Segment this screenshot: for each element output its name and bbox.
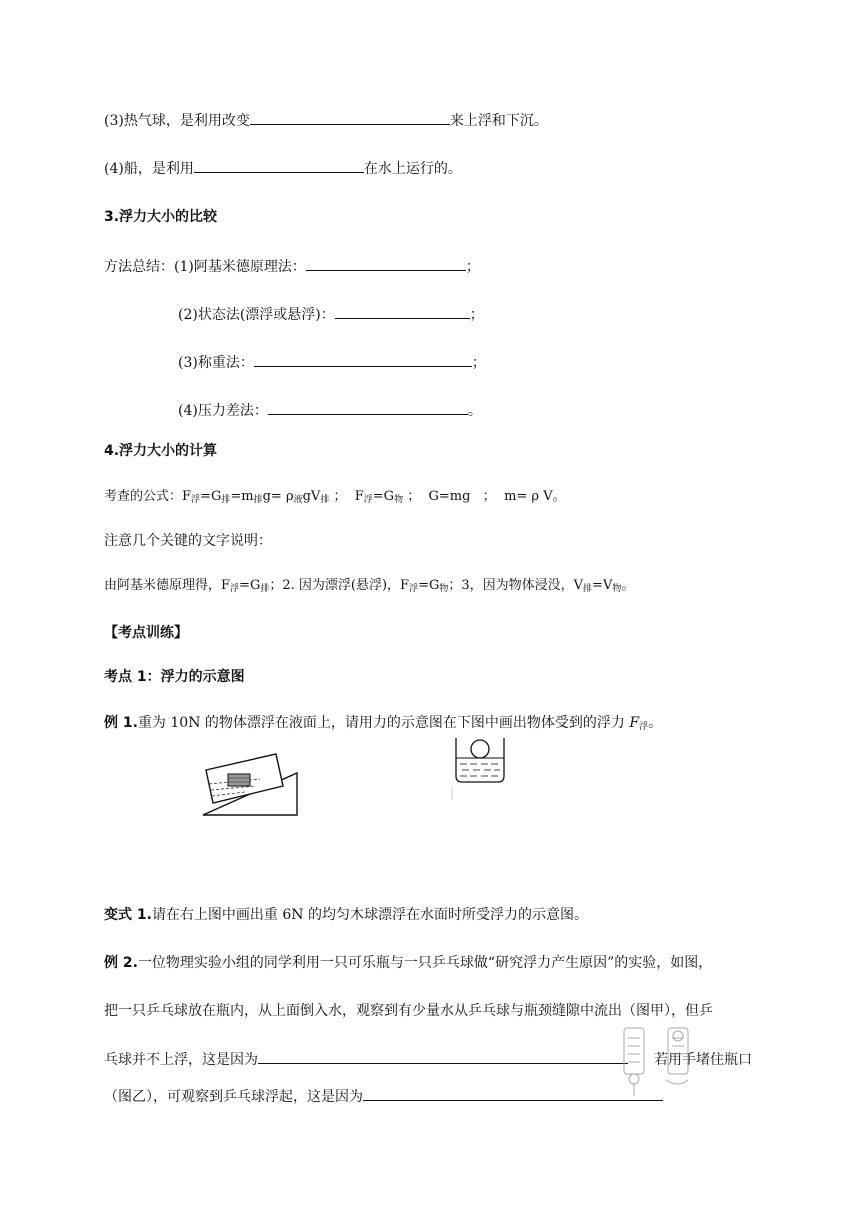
line-ship: [104, 158, 462, 179]
method-3: [178, 352, 486, 373]
line-hot-air-balloon: [104, 110, 548, 131]
sub: 物: [439, 584, 449, 594]
text: (3)热气球，是利用改变: [104, 113, 250, 129]
method-4: [178, 400, 482, 421]
t: F: [629, 715, 640, 731]
t: 一位物理实验小组的同学利用一只可乐瓶与一只乒乓球做“研究浮力产生原因”的实验，如图，: [137, 955, 713, 971]
answer-blank[interactable]: [306, 256, 466, 271]
sub: 浮: [230, 584, 240, 594]
formula-line: [104, 487, 566, 510]
label: 例 1.: [104, 715, 138, 731]
t: 考查的公式：F: [104, 489, 192, 504]
answer-blank[interactable]: [268, 400, 468, 415]
method-1: [104, 256, 480, 277]
explanation-line: [104, 576, 634, 599]
t: gV: [302, 489, 321, 504]
t: =m: [230, 489, 254, 504]
heading-training: 【考点训练】: [104, 625, 188, 641]
sub: 物: [394, 495, 404, 505]
text: 。: [467, 403, 482, 419]
heading-compare: 3.浮力大小的比较: [104, 209, 218, 225]
text: 在水上运行的。: [363, 161, 462, 177]
t: =G: [200, 489, 222, 504]
text: 方法总结：(1)阿基米德原理法：: [104, 259, 306, 275]
t: ；2. 因为漂浮(悬浮)，F: [269, 578, 410, 593]
incline-figure: [200, 748, 300, 820]
t: 。: [621, 578, 635, 593]
sub: 排: [320, 495, 330, 505]
text: ；: [469, 307, 484, 323]
answer-blank[interactable]: [258, 1049, 628, 1064]
label: 变式 1.: [104, 907, 152, 923]
sub: 浮: [363, 495, 373, 505]
heading-calc: 4.浮力大小的计算: [104, 443, 218, 459]
method-2: [178, 304, 484, 325]
text: 来上浮和下沉。: [449, 113, 548, 129]
t: ；3，因为物体浸没，V: [448, 578, 584, 593]
t: =G: [239, 578, 261, 593]
text: (4)船，是利用: [104, 161, 194, 177]
sub: 物: [612, 584, 622, 594]
t: 。: [648, 715, 663, 731]
text: (3)称重法：: [178, 355, 254, 371]
bottle-figure: [618, 1024, 698, 1104]
sub: 排: [260, 584, 270, 594]
answer-blank[interactable]: [194, 158, 364, 173]
t: 若用手堵住瓶口: [654, 1052, 752, 1068]
text: (2)状态法(漂浮或悬浮)：: [178, 307, 335, 323]
t: =G: [372, 489, 395, 504]
text: (4)压力差法：: [178, 403, 268, 419]
text: ；: [471, 355, 486, 371]
heading-kd1: 考点 1：浮力的示意图: [104, 669, 245, 685]
sub: 排: [583, 584, 593, 594]
t: （图乙），可观察到乒乓球浮起，这是因为: [104, 1089, 363, 1105]
example-2-line1: [104, 953, 712, 973]
t: 请在右上图中画出重 6N 的均匀木球漂浮在水面时所受浮力的示意图。: [151, 907, 588, 923]
sub: 浮: [409, 584, 419, 594]
example-2-line2: 把一只乒乓球放在瓶内，从上面倒入水，观察到有少量水从乒乓球与瓶颈缝隙中流出（图甲），但乒: [104, 1003, 713, 1019]
label: 例 2.: [104, 955, 138, 971]
t: ； G=mg ； m= ρ V。: [403, 489, 566, 504]
t: =G: [418, 578, 440, 593]
sub: 排: [253, 495, 263, 505]
answer-blank[interactable]: [250, 110, 450, 125]
note-line: 注意几个关键的文字说明：: [104, 533, 272, 549]
answer-blank[interactable]: [335, 304, 470, 319]
sub: 浮: [639, 722, 649, 732]
t: 乓球并不上浮，这是因为: [104, 1052, 258, 1068]
sub: 浮: [191, 495, 201, 505]
t: g= ρ: [262, 489, 294, 504]
example-2-line4: [104, 1086, 663, 1107]
sub: 排: [221, 495, 231, 505]
t: =V: [592, 578, 613, 593]
t: ； F: [329, 489, 364, 504]
beaker-figure: [450, 732, 510, 802]
t: 由阿基米德原理得，F: [104, 578, 231, 593]
text: ；: [465, 259, 480, 275]
t: 重为 10N 的物体漂浮在液面上，请用力的示意图在下图中画出物体受到的浮力: [137, 715, 630, 731]
variant-1: [104, 905, 588, 925]
sub: 液: [293, 495, 303, 505]
answer-blank[interactable]: [254, 352, 472, 367]
example-1: [104, 713, 662, 737]
